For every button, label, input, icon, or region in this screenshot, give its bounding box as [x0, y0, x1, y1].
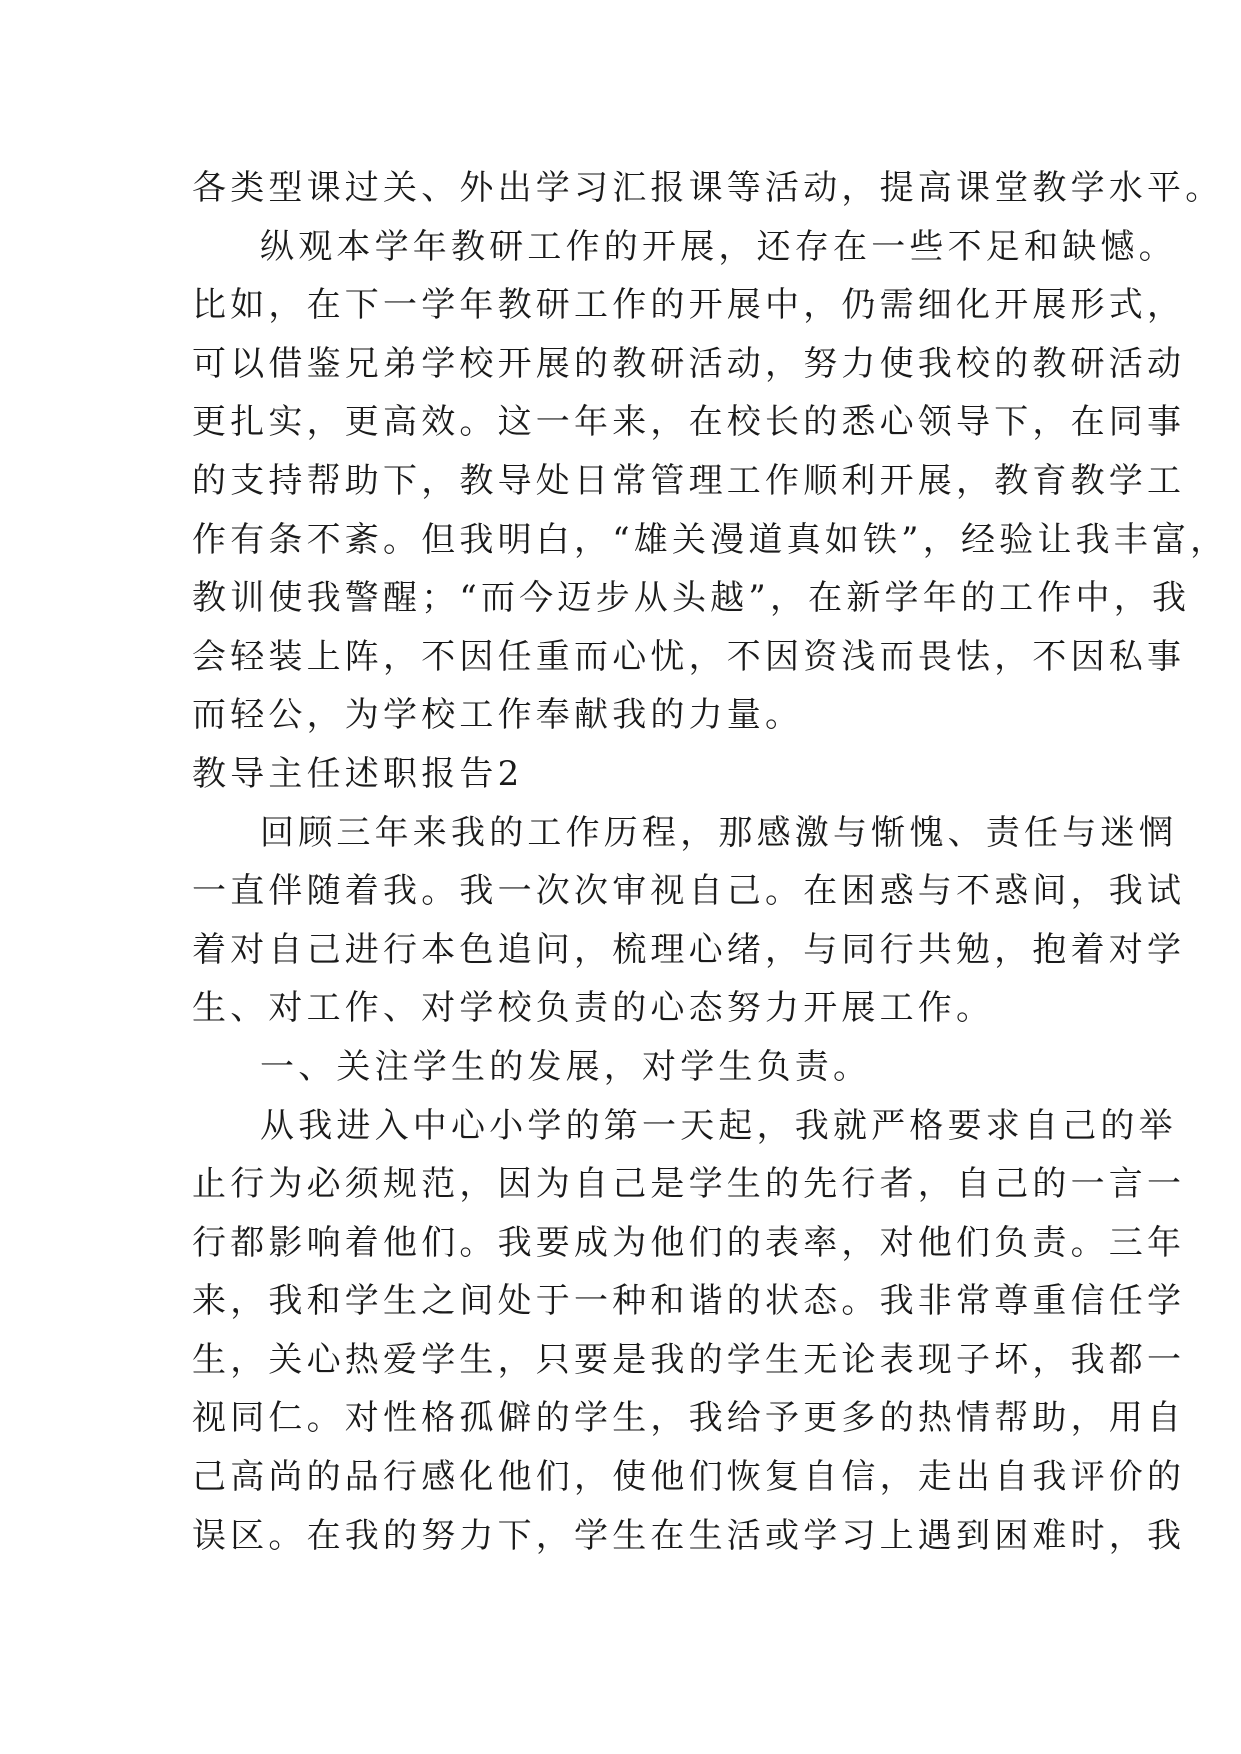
text-line: 一直伴随着我。我一次次审视自己。在困惑与不惑间，我试	[192, 871, 1186, 912]
text-line: 教训使我警醒；“而今迈步从头越”，在新学年的工作中，我	[192, 578, 1191, 619]
text-line: 的支持帮助下，教导处日常管理工作顺利开展，教育教学工	[192, 460, 1186, 501]
paragraph-start-line: 纵观本学年教研工作的开展，还存在一些不足和缺憾。	[260, 226, 1177, 267]
text-line: 行都影响着他们。我要成为他们的表率，对他们负责。三年	[192, 1222, 1186, 1263]
text-line: 可以借鉴兄弟学校开展的教研活动，努力使我校的教研活动	[192, 343, 1186, 384]
paragraph-start-line: 回顾三年来我的工作历程，那感激与惭愧、责任与迷惘	[260, 812, 1177, 853]
text-line: 作有条不紊。但我明白，“雄关漫道真如铁”，经验让我丰富，	[192, 519, 1229, 560]
text-line: 生、对工作、对学校负责的心态努力开展工作。	[192, 988, 995, 1029]
text-line: 止行为必须规范，因为自己是学生的先行者，自己的一言一	[192, 1164, 1186, 1205]
text-line: 视同仁。对性格孤僻的学生，我给予更多的热情帮助，用自	[192, 1398, 1186, 1439]
subheading-line: 一、关注学生的发展，对学生负责。	[260, 1046, 872, 1087]
text-line: 己高尚的品行感化他们，使他们恢复自信，走出自我评价的	[192, 1457, 1186, 1498]
section-heading: 教导主任述职报告2	[192, 753, 524, 794]
text-line: 来，我和学生之间处于一种和谐的状态。我非常尊重信任学	[192, 1281, 1186, 1322]
document-body	[192, 159, 1229, 1565]
paragraph-start-line: 从我进入中心小学的第一天起，我就严格要求自己的举	[260, 1105, 1177, 1146]
text-line: 会轻装上阵，不因任重而心忧，不因资浅而畏怯，不因私事	[192, 636, 1186, 677]
text-line: 而轻公，为学校工作奉献我的力量。	[192, 695, 804, 736]
text-line: 各类型课过关、外出学习汇报课等活动，提高课堂教学水平。	[192, 168, 1224, 208]
text-line: 误区。在我的努力下，学生在生活或学习上遇到困难时，我	[192, 1515, 1186, 1556]
text-line: 着对自己进行本色追问，梳理心绪，与同行共勉，抱着对学	[192, 929, 1186, 970]
text-line: 更扎实，更高效。这一年来，在校长的悉心领导下，在同事	[192, 402, 1186, 443]
text-line: 生，关心热爱学生，只要是我的学生无论表现子坏，我都一	[192, 1339, 1186, 1380]
text-line: 比如，在下一学年教研工作的开展中，仍需细化开展形式，	[192, 285, 1186, 326]
